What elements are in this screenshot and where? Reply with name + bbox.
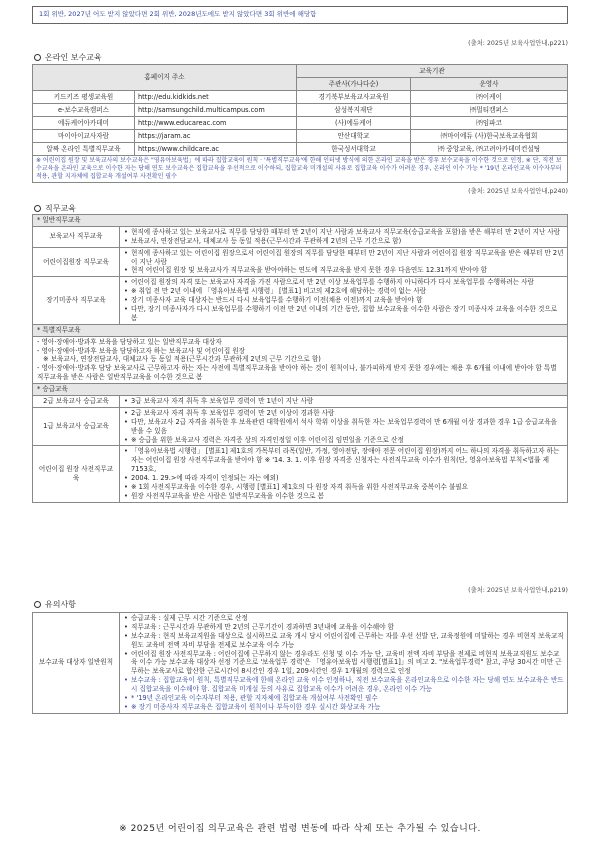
caution-title-text: 유의사항	[45, 600, 76, 609]
list-item: • 원장 사전직무교육을 받은 사람은 일반직무교육을 이수한 것으로 봄	[131, 492, 564, 501]
row-operator: ㈜임파코	[411, 117, 568, 130]
table-row	[33, 117, 568, 130]
list-item: • 장기 미종사자 교육 대상자는 반드시 다시 보육업무를 수행하기 이전(채용 이전)까지 교육을 받아야 함	[131, 296, 564, 305]
special-job-title: * 특별직무교육	[33, 324, 568, 336]
caution-source: (출처: 2025년 보육사업안내,p219)	[468, 587, 568, 594]
footer-note: ※ 2025년 어린이집 의무교육은 관련 법령 변동에 따라 삭제 또는 추가될 수 있습니다.	[119, 824, 481, 834]
org-header: 교육기관	[297, 65, 568, 78]
row-url[interactable]: http://edu.kidkids.net	[135, 91, 297, 104]
promo-title: * 승급교육	[33, 384, 568, 396]
list-item: • 2급 보육교사 자격 취득 후 보육업무 경력이 만 2년 이상이 경과한 사람	[131, 409, 564, 418]
list-item: • 다만, 보육교사 2급 자격을 취득한 후 보육관련 대학원에서 석사 학위 이상을 취득한 자는 보육업무경력이 만 6개월 이상 경과한 경우 1급 승급교육을 받을 수 있음	[131, 418, 564, 436]
online-table-wrap	[32, 64, 568, 183]
job-table-wrap	[32, 214, 568, 503]
list-item: • 어린이집 원장의 자격 또는 보육교사 자격을 가진 사람으로서 만 2년 이상 보육업무를 수행하지 아니하다가 다시 보육업무를 수행하려는 사람	[131, 278, 564, 287]
special-job-content	[33, 336, 568, 383]
row-label: 1급 보육교사 승급교육	[33, 407, 120, 446]
row-label: 어린이집 원장 사전직무교육	[33, 446, 120, 502]
row-name: 에듀케어아카데미	[33, 117, 135, 130]
list-item: • 보수교육 : 집합교육이 원칙, 특별직무교육에 한해 온라인 교육 이수 인정하나, 직전 보수교육을 온라인교육으로 이수한 자는 당해 연도 보수교육은 반드시 집합교육을 이수해야 함. 집합교육 미개설 등의 사유로 집합교육 이수가 어려운 경우, 온라인 이수 가능	[131, 676, 564, 694]
job-table	[32, 214, 568, 503]
special-line: - 영아·장애아·방과후 보육을 담당하고자 하는 보육교사 및 어린이집 원장	[37, 346, 246, 355]
table-row	[33, 446, 568, 502]
row-host: 경기북부보육교사교육원	[297, 91, 411, 104]
caution-table-wrap	[32, 612, 568, 714]
list-item: • ※ 1회 사전직무교육을 이수한 경우, 시행령 [별표1] 제1호의 다 원장 자격 취득을 위한 사전직무교육 중복이수 불필요	[131, 483, 564, 492]
row-host: 안산대학교	[297, 130, 411, 143]
online-source: (출처: 2025년 보육사업안내,p221)	[468, 40, 568, 47]
row-label: 어린이집원장 직무교육	[33, 247, 120, 277]
list-item: • 2004. 1. 29.>에 따라 자격이 인정되는 자는 예외)	[131, 474, 564, 483]
table-row	[33, 130, 568, 143]
table-row	[33, 396, 568, 408]
list-item: • * '19년 온라인교육 이수자부터 적용, 관할 지자체에 집합교육 개설여부 사전확인 필수	[131, 694, 564, 703]
host-header: 주관사(가나다순)	[297, 78, 411, 91]
list-item: • 현직에 종사하고 있는 보육교사로 직무를 담당한 때부터 만 2년이 지난 사람과 보육교사 직무교육(승급교육을 포함)을 받은 해부터 만 2년이 지난 사람	[131, 228, 564, 237]
list-item: • 승급교육 : 실제 근무 시간 기준으로 산정	[131, 614, 564, 623]
list-item: • ※ 취업 전 만 2년 이내에 「영유아보육법 시행령」 [별표1] 비고의 제2호에 해당하는 경력이 없는 사람	[131, 287, 564, 296]
row-host: 삼성복지재단	[297, 104, 411, 117]
table-row	[33, 226, 568, 247]
top-note-text: 1회 위반, 2027년 어도 받지 않았다면 2회 위반, 2028년도에도 받지 않았다면 3회 위반에 해당함	[39, 10, 317, 18]
top-note	[32, 6, 568, 24]
list-item: • ※ 승급을 위한 보육교사 경력은 자격증 상의 자격인정일 이후 어린이집 임면일을 기준으로 산정	[131, 436, 564, 445]
list-item: • 현직에 종사하고 있는 어린이집 원장으로서 어린이집 원장의 직무를 담당한 때부터 만 2년이 지난 사람과 어린이집 원장 직무교육을 받은 해부터 만 2년이 지난 사람	[131, 249, 564, 267]
row-label: 장기미종사 직무교육	[33, 277, 120, 324]
row-url[interactable]: http://www.educareac.com	[135, 117, 297, 130]
row-url[interactable]: https://jaram.ac	[135, 130, 297, 143]
homepage-header: 홈페이지 주소	[33, 65, 297, 91]
special-line: ※ 보육교사, 연장전담교사, 대체교사 등 동일 적용(근무시간과 무관하게 2년의 근무 기간으로 함)	[43, 355, 321, 364]
list-item: • 직무교육 : 근무시간과 무관하게 만 2년의 근무기간이 경과하면 3년내에 교육을 이수해야 함	[131, 623, 564, 632]
job-title-text: 직무교육	[45, 204, 76, 213]
circle-bullet-icon	[34, 54, 41, 61]
list-item: • 「영유아보육법 시행령」 [별표1] 제1호의 가목부터 라목(일반, 가정, 영아전담, 장애아 전문 어린이집 원장)까지 어느 하나의 자격을 취득하고자 하는 자는 어린이집 원장 사전직무교육을 받아야 함 ※ '14. 3. 1. 이후 원장 자격증 신청자는 사전직무교육 이수가 원칙(단, 영유아보육법 부칙<법률 제7153호,	[131, 447, 564, 474]
row-operator: ㈜마이에듀 (사)한국보육교육협회	[411, 130, 568, 143]
row-name: 마이아이교사자람	[33, 130, 135, 143]
table-row	[33, 104, 568, 117]
row-name: e-보수교육캠퍼스	[33, 104, 135, 117]
table-row	[33, 143, 568, 156]
online-notes: ※ 어린이집 원장 및 보육교사의 보수교육은 "영유아보육법」에 따라 집합교육이 원칙 · '특별직무교육'에 한해 인터넷 방식에 의한 온라인 교육을 받은 경우 보수교육을 이수한 것으로 인정, ※ 단, 직전 보수교육을 온라인 교육으로 이수한 자는 당해 연도 보수교육은 집합교육을 우선적으로 이수하되, 집합교육 미개설의 사유로 집합교육 이수가 어려운 경우, 온라인 이수 가능 * '19년 온라인교육 이수자부터 적용, 관할 지자체에 집합교육 개설여부 사전확인 필수	[33, 156, 568, 183]
row-label: 보육교사 직무교육	[33, 226, 120, 247]
list-item: • 보육교사, 연장전담교사, 대체교사 등 동일 적용(근무시간과 무관하게 2년의 근무 기간으로 함)	[131, 237, 564, 246]
row-operator: ㈜멀티캠퍼스	[411, 104, 568, 117]
row-name: 알짜 온라인 특별직무교육	[33, 143, 135, 156]
row-label: 2급 보육교사 승급교육	[33, 396, 120, 408]
list-item: • 보수교육 : 현직 보육교직원을 대상으로 실시하므로 교육 개시 당시 어린이집에 근무하는 자를 우선 선발 단, 교육정원에 미달하는 경우 비현직 보육교직원도 교육비 전액 자비 부담을 전제로 보수교육 이수 가능	[131, 632, 564, 650]
special-line: - 영아·장애아·방과후 보육을 담당하고 있는 일반직무교육 대상자	[37, 337, 222, 346]
list-item: • ※ 장기 미종사자 직무교육은 집합교육이 원칙이나 부득이한 경우 실시간 화상교육 가능	[131, 703, 564, 712]
circle-bullet-icon	[34, 601, 41, 608]
row-host: 한국성서대학교	[297, 143, 411, 156]
row-url[interactable]: https://www.childcare.ac	[135, 143, 297, 156]
caution-table	[32, 612, 568, 714]
list-item: • 다만, 장기 미종사자가 다시 보육업무를 수행하기 이전 만 2년 이내의 기간 동안, 집합 보수교육을 이수한 사람은 장기 미종사자 교육을 이수한 것으로 봄	[131, 305, 564, 323]
online-title-text: 온라인 보수교육	[45, 53, 102, 62]
row-operator: ㈜ 중앙교육, ㈜고려아카데미컨설팅	[411, 143, 568, 156]
row-operator: ㈜이케이	[411, 91, 568, 104]
row-url[interactable]: http://samsungchild.multicampus.com	[135, 104, 297, 117]
job-source: (출처: 2025년 보육사업안내,p240)	[468, 188, 568, 195]
list-item: • 어린이집 원장 사전직무교육 : 어린이집에 근무하지 않는 경우라도 신청 및 이수 가능 단, 교육비 전액 자비 부담을 전제로 비현직 보육교직원도 보수교육 이수 가능 보수교육 대상자 선정 기준으로 '보육업무 경력'은 「영유아보육법 시행령[별표1]」의 비고 2. "보육업무경력" 참고, 주당 30시간 미만 근무하는 보육교사로 합산한 근로시간이 8시간인 경우 1일, 209시간인 경우 1개월의 경력으로 인정	[131, 650, 564, 677]
caution-section-title	[34, 600, 76, 611]
circle-bullet-icon	[34, 205, 41, 212]
table-row	[33, 407, 568, 446]
general-job-title: * 일반직무교육	[33, 215, 568, 227]
row-name: 키드키즈 평생교육원	[33, 91, 135, 104]
list-item: • 현직 어린이집 원장 및 보육교사가 직무교육을 받아야하는 연도에 직무교육을 받지 못한 경우 다음연도 12.31까지 받아야 함	[131, 266, 564, 275]
row-host: (사)에듀케어	[297, 117, 411, 130]
operator-header: 운영사	[411, 78, 568, 91]
list-item: • 3급 보육교사 자격 취득 후 보육업무 경력이 만 1년이 지난 사람	[131, 397, 564, 406]
special-line: - 영아·장애아·방과후 담당 보육교사로 근무하고자 하는 자는 사전에 특별직무교육을 받아야 하는 것이 원칙이나, 불가피하게 받지 못한 경우에는 채용 후 6개월 이내에 받아야 함 특별직무교육을 받은 사람은 일반직무교육을 이수한 것으로 봄	[37, 364, 557, 382]
table-row	[33, 277, 568, 324]
online-table	[32, 64, 568, 183]
table-row	[33, 247, 568, 277]
table-row	[33, 91, 568, 104]
caution-label: 보수교육 대상자 일반원칙	[33, 613, 120, 714]
online-section-title	[34, 53, 102, 64]
